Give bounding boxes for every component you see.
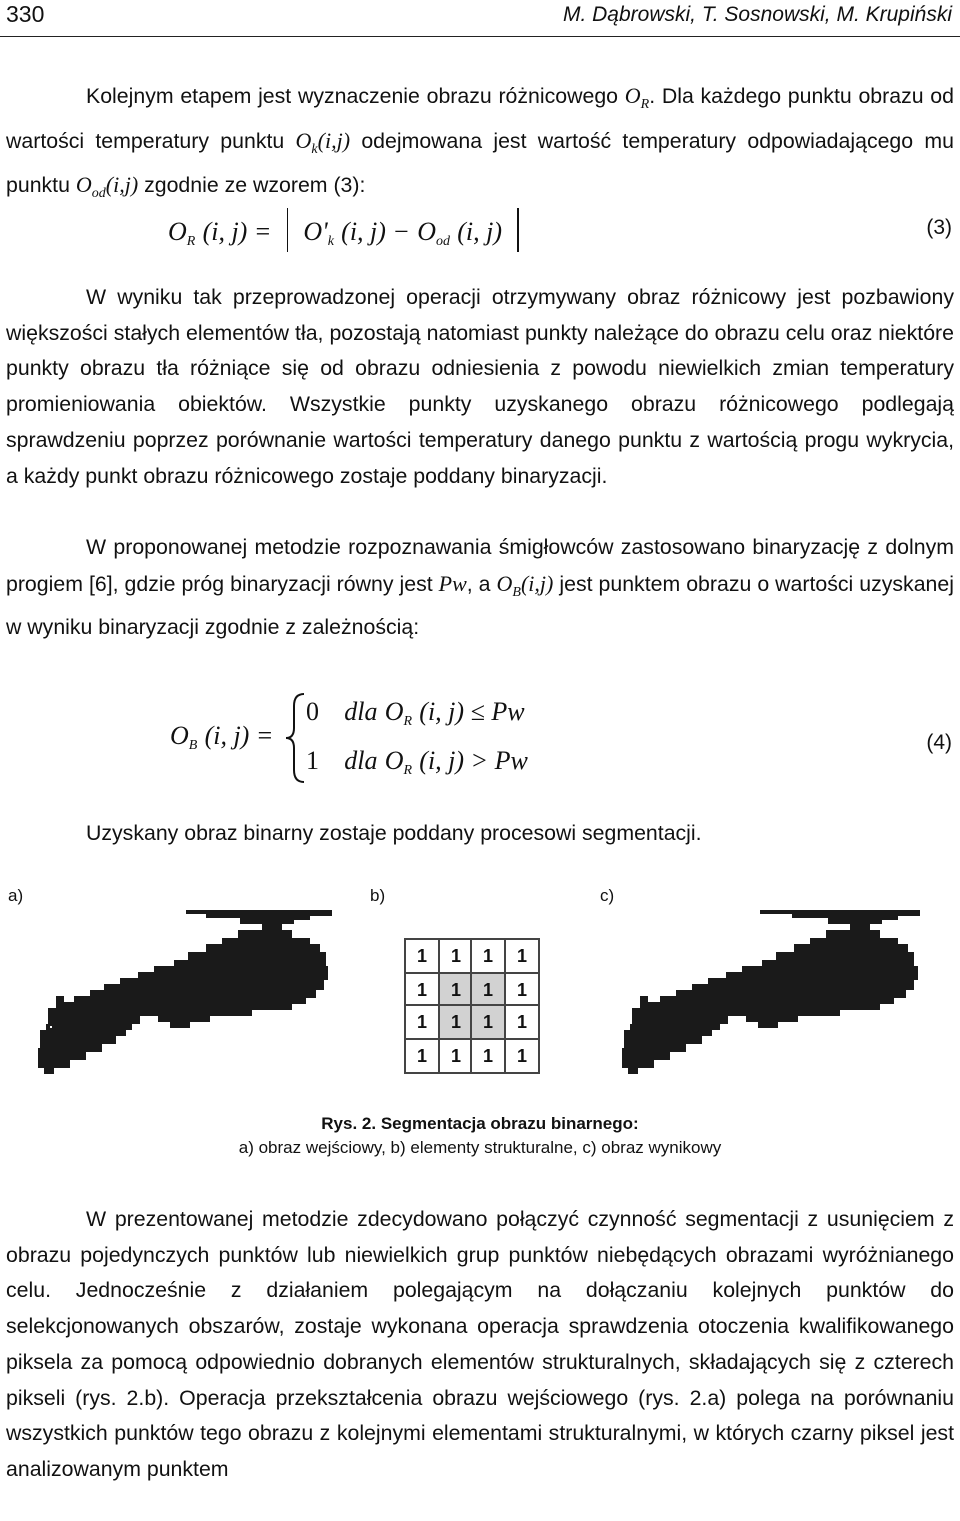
figure-label-c: c) (600, 886, 615, 905)
structuring-element-4 (470, 1004, 540, 1074)
figure-caption-text: a) obraz wejściowy, b) elementy strukturalne, c) obraz wynikowy (238, 1138, 722, 1157)
se-cell: 1 (505, 1039, 539, 1073)
method-paragraph: W prezentowanej metodzie zdecydowano połączyć czynność segmentacji z usunięciem z obrazu pojedynczych punktów lub niewielkich grup punktów niebędących obrazami wyróżnianego celu. Jednocześnie z działaniem polegającym na dołączaniu kolejnych punktów do selekcjonowanych obszarów, zostaje wykonana operacja sprawdzenia otoczenia kwalifikowanego piksela za pomocą odpowiednio dobranych elementów strukturalnych, składających się z czterech pikseli (rys. 2.b). Operacja przekształcenia obrazu wejściowego (rys. 2.a) polega na porównaniu wszystkich punktów tego obrazu z kolejnymi elementami strukturalnymi, w których czarny piksel jest analizowanym punktem (6, 1207, 954, 1481)
intro-paragraph: Kolejnym etapem jest wyznaczenie obrazu różnicowego $O_R$. Dla każdego punktu obrazu od wartości temperatury punktu $O_k(i,j)$ odejmowana jest wartość temperatury odpowiadającego mu punktu $O_{od}(i,j)$ zgodnie ze wzorem (3): (6, 83, 954, 202)
structuring-element-1 (404, 938, 474, 1008)
structuring-element-3 (404, 1004, 474, 1074)
se-cell: 1 (405, 1039, 439, 1073)
se-cell: 1 (505, 939, 539, 973)
se-cell: 1 (439, 1005, 473, 1039)
results-paragraph: W wyniku tak przeprowadzonej operacji otrzymywany obraz różnicowy jest pozbawiony większości stałych elementów tła, pozostają natomiast punkty należące do obrazu celu oraz niektóre punkty obrazu tła różniące się od obrazu odniesienia z powodu niewielkich zmian temperatury promieniowania obiektów. Wszystkie punkty uzyskanego obrazu różnicowego podlegają sprawdzeniu poprzez porównanie wartości temperatury danego punktu z wartością progu wykrycia, a każdy punkt obrazu różnicowego zostaje poddany binaryzacji. (6, 285, 954, 488)
se-cell: 1 (439, 973, 473, 1007)
binarization-paragraph: W proponowanej metodzie rozpoznawania śmigłowców zastosowano binaryzację z dolnym progiem [6], gdzie próg binaryzacji równy jest Pw, a $O_B(i,j)$ jest punktem obrazu o wartości uzyskanej w wyniku binaryzacji zgodnie z zależnością: (6, 535, 954, 640)
structuring-element-2 (470, 938, 540, 1008)
output-binary-image (614, 902, 954, 1080)
equation-4-lhs: $O_B$ (i, j) = (170, 721, 274, 753)
structuring-elements (404, 938, 530, 1066)
se-cell: 1 (471, 939, 505, 973)
equation-4-brace (284, 692, 308, 784)
se-cell: 1 (471, 973, 505, 1007)
se-cell: 1 (471, 1005, 505, 1039)
input-binary-image (30, 904, 350, 1082)
segmentation-sentence: Uzyskany obraz binarny zostaje poddany procesowi segmentacji. (86, 821, 702, 845)
equation-3: $O_R$ (i, $j) = O'_k$ (i, $j) - O_{od}$ (i, j) (168, 208, 527, 248)
page-number: 330 (6, 1, 45, 27)
running-header-authors: M. Dąbrowski, T. Sosnowski, M. Krupiński (562, 3, 952, 26)
se-cell: 1 (471, 1039, 505, 1073)
equation-4-case-1: 0 dla $O_R$ (i, j) ≤ Pw (306, 697, 525, 729)
se-cell: 1 (439, 939, 473, 973)
equation-3-number: (3) (926, 216, 952, 239)
se-cell: 1 (439, 1039, 473, 1073)
equation-4-number: (4) (926, 731, 952, 754)
figure-label-b: b) (370, 886, 386, 905)
se-cell: 1 (405, 1005, 439, 1039)
figure-caption-title: Rys. 2. Segmentacja obrazu binarnego: (321, 1114, 639, 1133)
se-cell: 1 (505, 1005, 539, 1039)
figure-label-a: a) (8, 886, 24, 905)
se-cell: 1 (505, 973, 539, 1007)
se-cell: 1 (405, 939, 439, 973)
equation-4-case-2: 1 dla $O_R$ (i, j) > Pw (306, 746, 528, 778)
se-cell: 1 (405, 973, 439, 1007)
